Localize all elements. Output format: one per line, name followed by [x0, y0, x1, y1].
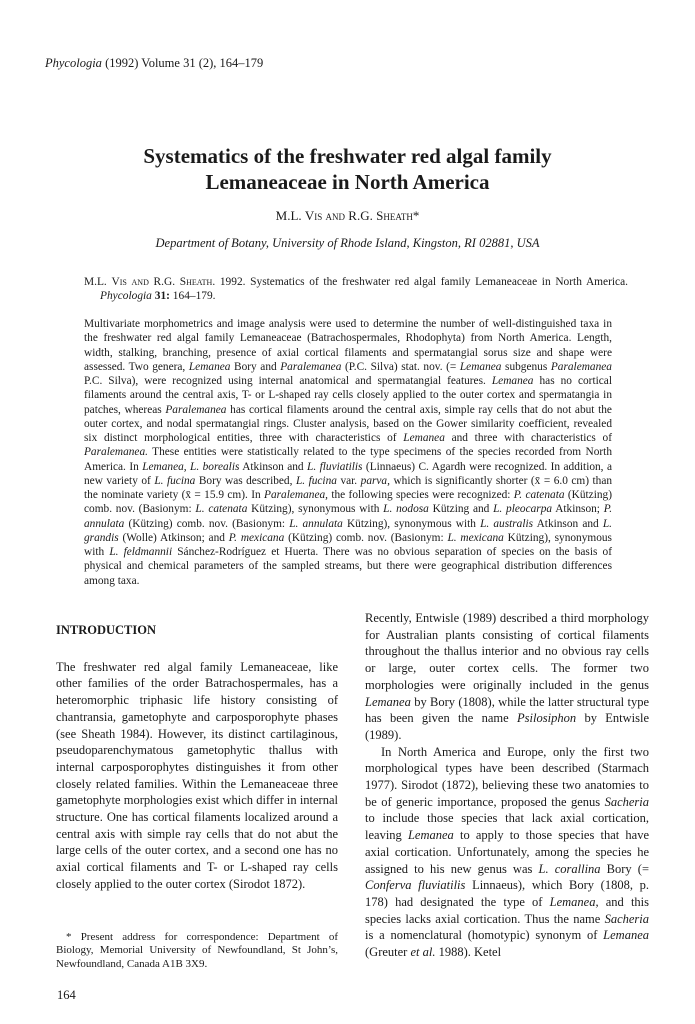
text-segment: Kützing), synonymous with [346, 517, 476, 530]
text-segment: to include those species that lack axial cortication, leaving [365, 811, 649, 843]
text-segment: (Kützing) comb. nov. (Basionym: [84, 489, 612, 516]
text-segment: L. catenata [195, 503, 248, 516]
right-paragraph-2 [365, 744, 649, 961]
text-segment: Bory and [234, 360, 277, 373]
text-segment: L. mexicana [447, 531, 504, 544]
text-segment: L. pleocarpa [493, 503, 553, 516]
text-segment: and three with characteristics of [451, 432, 612, 444]
abstract [84, 317, 612, 588]
text-segment: L. nodosa [383, 503, 429, 516]
text-segment: Paralemanea [550, 360, 612, 373]
text-segment: which is significantly shorter (x̄ = 6.0 cm) than the nominate variety (x̄ = 15.9 cm). In [84, 474, 613, 501]
text-segment: Lemanea [603, 928, 649, 943]
text-segment: Kützing and [432, 503, 490, 516]
text-segment: Sacheria [604, 794, 649, 809]
text-segment: L. feldmannii [109, 546, 173, 558]
text-segment: Lemanea, [549, 894, 599, 909]
text-segment: (Kützing) comb. nov. (Basionym: [128, 517, 286, 530]
text-segment: et al. [410, 945, 436, 960]
text-segment: Bory was described, [198, 474, 293, 487]
text-segment: Paralemanea, [264, 489, 328, 501]
text-segment: var. [340, 474, 358, 487]
introduction-paragraph: The freshwater red algal family Lemaneaceae, like other families of the order Batrachospermales, has a heteromorphic triphasic life history consisting of chantransia, gametophyte and carposporophyte phases (see Sheath 1984). However, its distinct cartilaginous, pseudoparenchymatous gametophytic thallus with internal carposporophytes distinguishes it from other closely related families. Within the Lemaneaceae three gametophyte morphologies exist which differ in internal structure. One has cortical filaments localized around a central axis with simple ray cells that do not abut the large cells of the outer cortex, and a second one has no axial cortical filaments and T- or L-shaped ray cells closely applied to the outer cortex (Sirodot 1872). [56, 659, 338, 891]
citation-pages: 164–179. [172, 290, 216, 302]
text-segment: Kützing), synonymous with [84, 531, 612, 558]
right-paragraph-1 [365, 610, 649, 744]
text-segment: In North America and Europe, only the first two morphological types have been described (Starmach 1977). Sirodot (1872), believing these two anatomies to be of generic importance, proposed the genus [365, 744, 649, 809]
text-segment: Lemanea [407, 828, 454, 843]
author2-surname: Sheath* [376, 208, 420, 223]
text-segment: Lemanea [403, 432, 445, 444]
text-segment: Atkinson and [536, 517, 599, 530]
text-segment: has no cortical filaments around the central axis, T- or L-shaped ray cells closely applied to the outer cortex and spermatangia in patches, whereas [84, 375, 612, 416]
citation-author2-initials: R.G. [153, 276, 176, 288]
footnote: * Present address for correspondence: Department of Biology, Memorial University of Newfoundland, St John’s, Newfoundland, Canada A1B 3X9. [56, 931, 338, 970]
journal-name: Phycologia [45, 56, 102, 70]
text-segment: by Entwisle (1989). [365, 711, 650, 742]
author2-initials: R.G. [348, 208, 373, 223]
text-segment: Paralemanea. [84, 446, 148, 459]
text-segment: has cortical filaments around the central axis, simple ray cells that do not abut the outer cortex, and nodal spermatangial rings. Cluster analysis, based on the Gower similarity coefficient, revealed six distinct morphological entities, three with characteristics of [84, 403, 612, 444]
citation-volume: 31: [154, 290, 170, 302]
text-segment: P. mexicana [228, 531, 285, 544]
citation-author1-surname: Vis [111, 276, 127, 288]
text-segment: L. grandis [84, 517, 612, 544]
right-column [365, 610, 649, 961]
text-segment: Conferva fluviatilis [365, 878, 466, 893]
text-segment: These entities were statistically related to the type specimens of the species recorded from North America. In [84, 446, 612, 473]
text-segment: P. annulata [84, 503, 613, 530]
text-segment: by Bory (1808), while the latter structural type has been given the name [365, 694, 650, 726]
text-segment: L. australis [480, 517, 534, 530]
text-segment: Paralemanea [165, 403, 227, 416]
text-segment: L. fucina [154, 474, 196, 487]
citation-and: and [131, 276, 149, 288]
text-segment: to apply to those species that have axial cortication. Unfortunately, among the species he assigned to his new genus was [365, 828, 650, 876]
left-column [56, 622, 338, 893]
text-segment: Lemanea [491, 375, 534, 387]
text-segment: Lemanea [188, 360, 231, 373]
text-segment: Bory (= [606, 861, 650, 876]
citation-author2-surname: Sheath. [179, 276, 216, 288]
text-segment: L. fluviatilis [307, 460, 363, 473]
text-segment: Psilosiphon [517, 711, 577, 726]
article-title [60, 143, 635, 195]
text-segment: parva, [360, 474, 390, 487]
text-segment: Lemanea [459, 360, 502, 373]
author-conjunction: and [325, 208, 346, 223]
text-segment: (Linnaeus) C. Agardh were recognized. In addition, a new variety of [84, 460, 612, 487]
text-segment: Atkinson; [555, 503, 600, 516]
author1-surname: Vis [304, 208, 323, 223]
title-line-1: Systematics of the freshwater red algal family [143, 144, 552, 168]
journal-citation-header [45, 56, 263, 71]
text-segment: the following species were recognized: [331, 489, 511, 501]
introduction-heading: INTRODUCTION [56, 623, 157, 637]
text-segment: Sánchez-Rodríguez et Huerta. There was no obvious separation of species on the basis of physical and chemical parameters of the sampled streams, but there were geographical distribution differences among taxa. [84, 546, 612, 587]
text-segment: (Wolle) Atkinson; and [122, 531, 225, 544]
text-segment: is a nomenclatural (homotypic) synonym of [365, 928, 598, 943]
text-segment: L. corallina [538, 861, 601, 876]
text-segment: L. fucina [295, 474, 337, 487]
title-line-2: Lemaneaceae in North America [205, 170, 490, 194]
journal-volume-details: (1992) Volume 31 (2), 164–179 [105, 56, 264, 70]
text-segment: Sacheria [604, 911, 650, 926]
text-segment: P.C. Silva), were recognized using internal anatomical and spermatangial features. [84, 375, 486, 387]
text-segment: Paralemanea [280, 360, 342, 373]
text-segment: (Greuter [365, 945, 408, 960]
reference-citation [84, 275, 628, 303]
text-segment: Kützing), synonymous with [251, 503, 380, 516]
text-segment: Lemanea, L. borealis [142, 460, 240, 473]
citation-journal: Phycologia [100, 290, 152, 302]
text-segment: Lemanea [365, 694, 411, 709]
text-segment: and this species lacks axial cortication. Thus the name [365, 894, 650, 926]
citation-author1-initials: M.L. [84, 276, 107, 288]
text-segment: subgenus [505, 360, 548, 373]
text-segment: Linnaeus), which Bory (1808, p. 178) had designated the type of [365, 878, 649, 909]
author-line [0, 208, 695, 224]
text-segment: Recently, Entwisle (1989) described a third morphology for Australian plants consisting of cortical filaments throughout the thallus interior and no obvious ray cells or large, outer cortex cells. The former two morphologies were originally included in the genus [365, 611, 649, 692]
text-segment: 1988). Ketel [438, 945, 502, 960]
text-segment: Atkinson and [242, 460, 304, 473]
citation-title: 1992. Systematics of the freshwater red algal family Lemaneaceae in North America. [219, 276, 629, 288]
text-segment: L. annulata [289, 517, 343, 530]
page-number: 164 [57, 988, 76, 1002]
text-segment: (P.C. Silva) stat. nov. (= [344, 360, 457, 373]
affiliation: Department of Botany, University of Rhode Island, Kingston, RI 02881, USA [155, 236, 540, 250]
text-segment: P. catenata [513, 489, 565, 501]
author1-initials: M.L. [275, 208, 302, 223]
text-segment: (Kützing) comb. nov. (Basionym: [288, 531, 444, 544]
text-segment: Multivariate morphometrics and image analysis were used to determine the number of well-distinguished taxa in the freshwater red algal family Lemaneaceae (Batrachospermales, Rhodophyta) from North America. Length, width, stalking, branching, presence of axial cortical filaments and spermatangial sorus size and shape were assessed. Two genera, [84, 318, 612, 373]
